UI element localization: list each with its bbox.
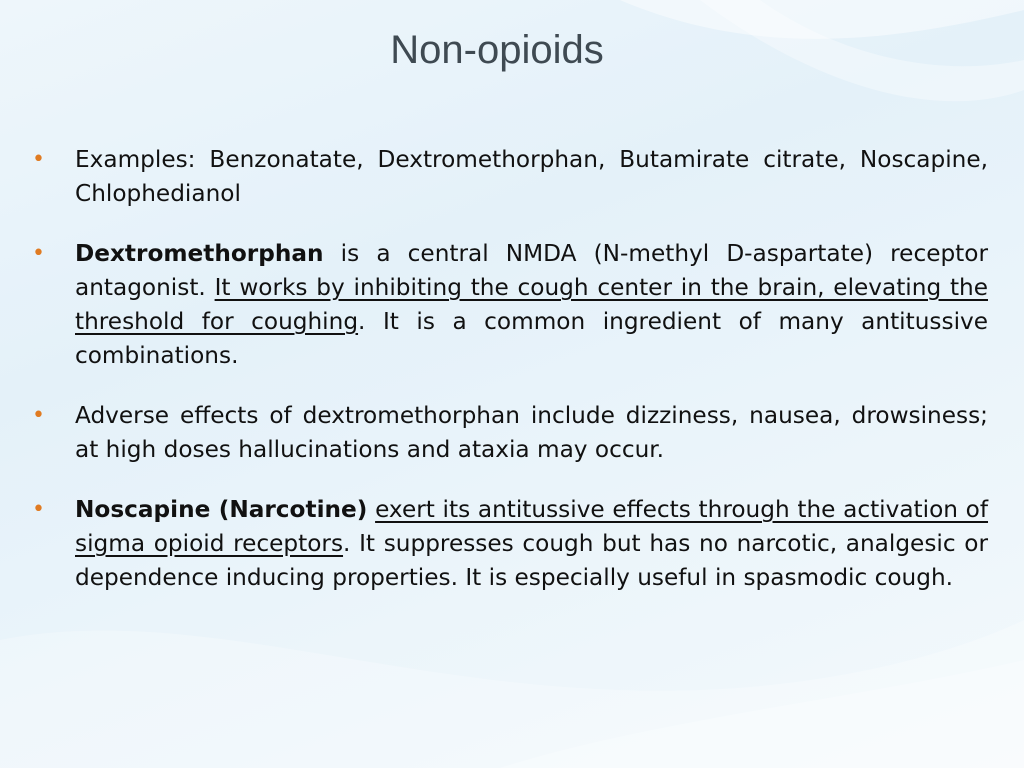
bullet-list (30, 143, 988, 621)
bullet-marker-icon: • (32, 241, 45, 266)
bullet-text (367, 496, 375, 523)
bullet-text: is a central NMDA (N-methyl D-aspartate) receptor antagonist. (75, 240, 988, 301)
bullet-noscapine (30, 493, 988, 595)
bullet-bold-term: Noscapine (Narcotine) (75, 496, 368, 523)
bullet-examples (30, 143, 988, 211)
bullet-adverse-effects (30, 399, 988, 467)
bullet-marker-icon: • (32, 497, 45, 522)
bullet-dextromethorphan (30, 237, 988, 373)
bullet-underlined-text: exert its antitussive effects through the activation of sigma opioid receptors (75, 496, 989, 557)
bullet-bold-term: Dextromethorphan (75, 240, 324, 267)
bullet-marker-icon: • (32, 403, 45, 428)
bullet-text: . It suppresses cough but has no narcotic, analgesic or dependence inducing properties. It is especially useful in spasmodic cough. (75, 530, 988, 591)
slide-title: Non-opioids (390, 28, 604, 72)
bullet-text: . It is a common ingredient of many antitussive combinations. (75, 308, 989, 369)
bullet-marker-icon: • (32, 147, 45, 172)
bullet-text: Adverse effects of dextromethorphan include dizziness, nausea, drowsiness; at high doses hallucinations and ataxia may occur. (75, 402, 988, 463)
bullet-underlined-text: It works by inhibiting the cough center in the brain, elevating the threshold for coughing (75, 274, 988, 335)
bullet-text: Examples: Benzonatate, Dextromethorphan, Butamirate citrate, Noscapine, Chlophedianol (75, 146, 988, 207)
